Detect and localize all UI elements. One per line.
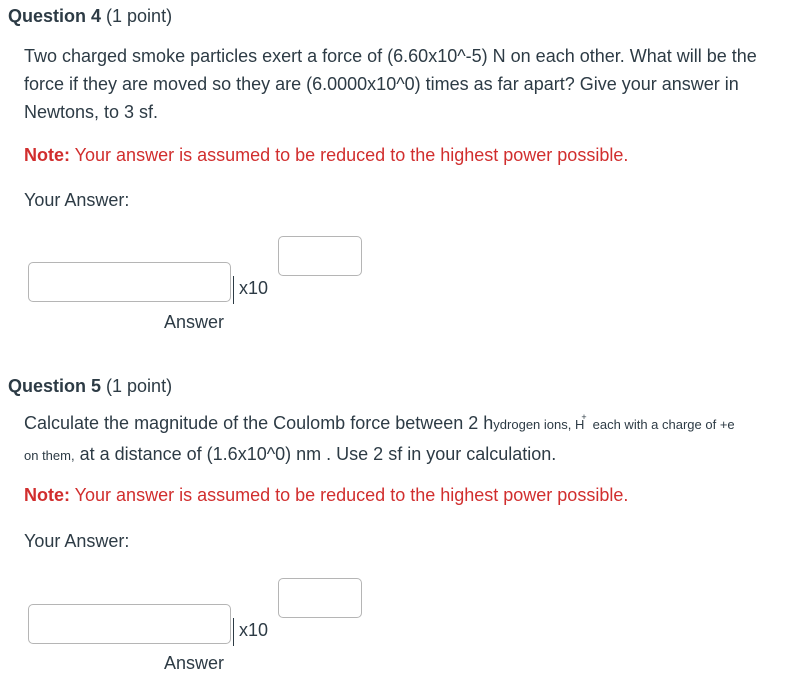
x10-label: x10	[233, 618, 268, 646]
x10-label: x10	[233, 276, 268, 304]
question-header	[8, 376, 172, 397]
question-note	[24, 145, 628, 166]
question-text-small2: each with a charge of +e on them,	[24, 417, 735, 463]
question-header	[8, 6, 172, 27]
question-points: (1 point)	[106, 376, 173, 396]
your-answer-label: Your Answer:	[24, 531, 130, 551]
question-text-small1: ydrogen ions, H	[493, 417, 585, 432]
question-text	[24, 409, 744, 470]
exponent-input[interactable]	[278, 236, 362, 276]
note-label: Note:	[24, 145, 70, 165]
answer-caption: Answer	[164, 312, 225, 332]
mantissa-input[interactable]	[28, 604, 231, 644]
mantissa-input[interactable]	[28, 262, 231, 302]
exponent-input[interactable]	[278, 578, 362, 618]
question-note	[24, 485, 628, 506]
question-text-part2: at a distance of (1.6x10^0) nm . Use 2 sf in your calculation.	[74, 444, 557, 464]
question-points: (1 point)	[106, 6, 173, 26]
superscript-plus: +	[581, 412, 587, 422]
your-answer-label: Your Answer:	[24, 190, 130, 210]
question-text: Two charged smoke particles exert a force of (6.60x10^-5) N on each other. What will be the force if they are moved so they are (6.0000x10^0) times as far apart? Give your answer in Newtons, to 3 sf.	[24, 46, 757, 122]
question-title: Question 4	[8, 6, 102, 26]
question-title: Question 5	[8, 376, 102, 396]
note-text: Your answer is assumed to be reduced to the highest power possible.	[70, 485, 629, 505]
answer-caption: Answer	[164, 653, 225, 673]
note-label: Note:	[24, 485, 70, 505]
question-5	[0, 370, 803, 696]
question-text-part1: Calculate the magnitude of the Coulomb force between 2 h	[24, 413, 494, 433]
note-text: Your answer is assumed to be reduced to the highest power possible.	[70, 145, 629, 165]
